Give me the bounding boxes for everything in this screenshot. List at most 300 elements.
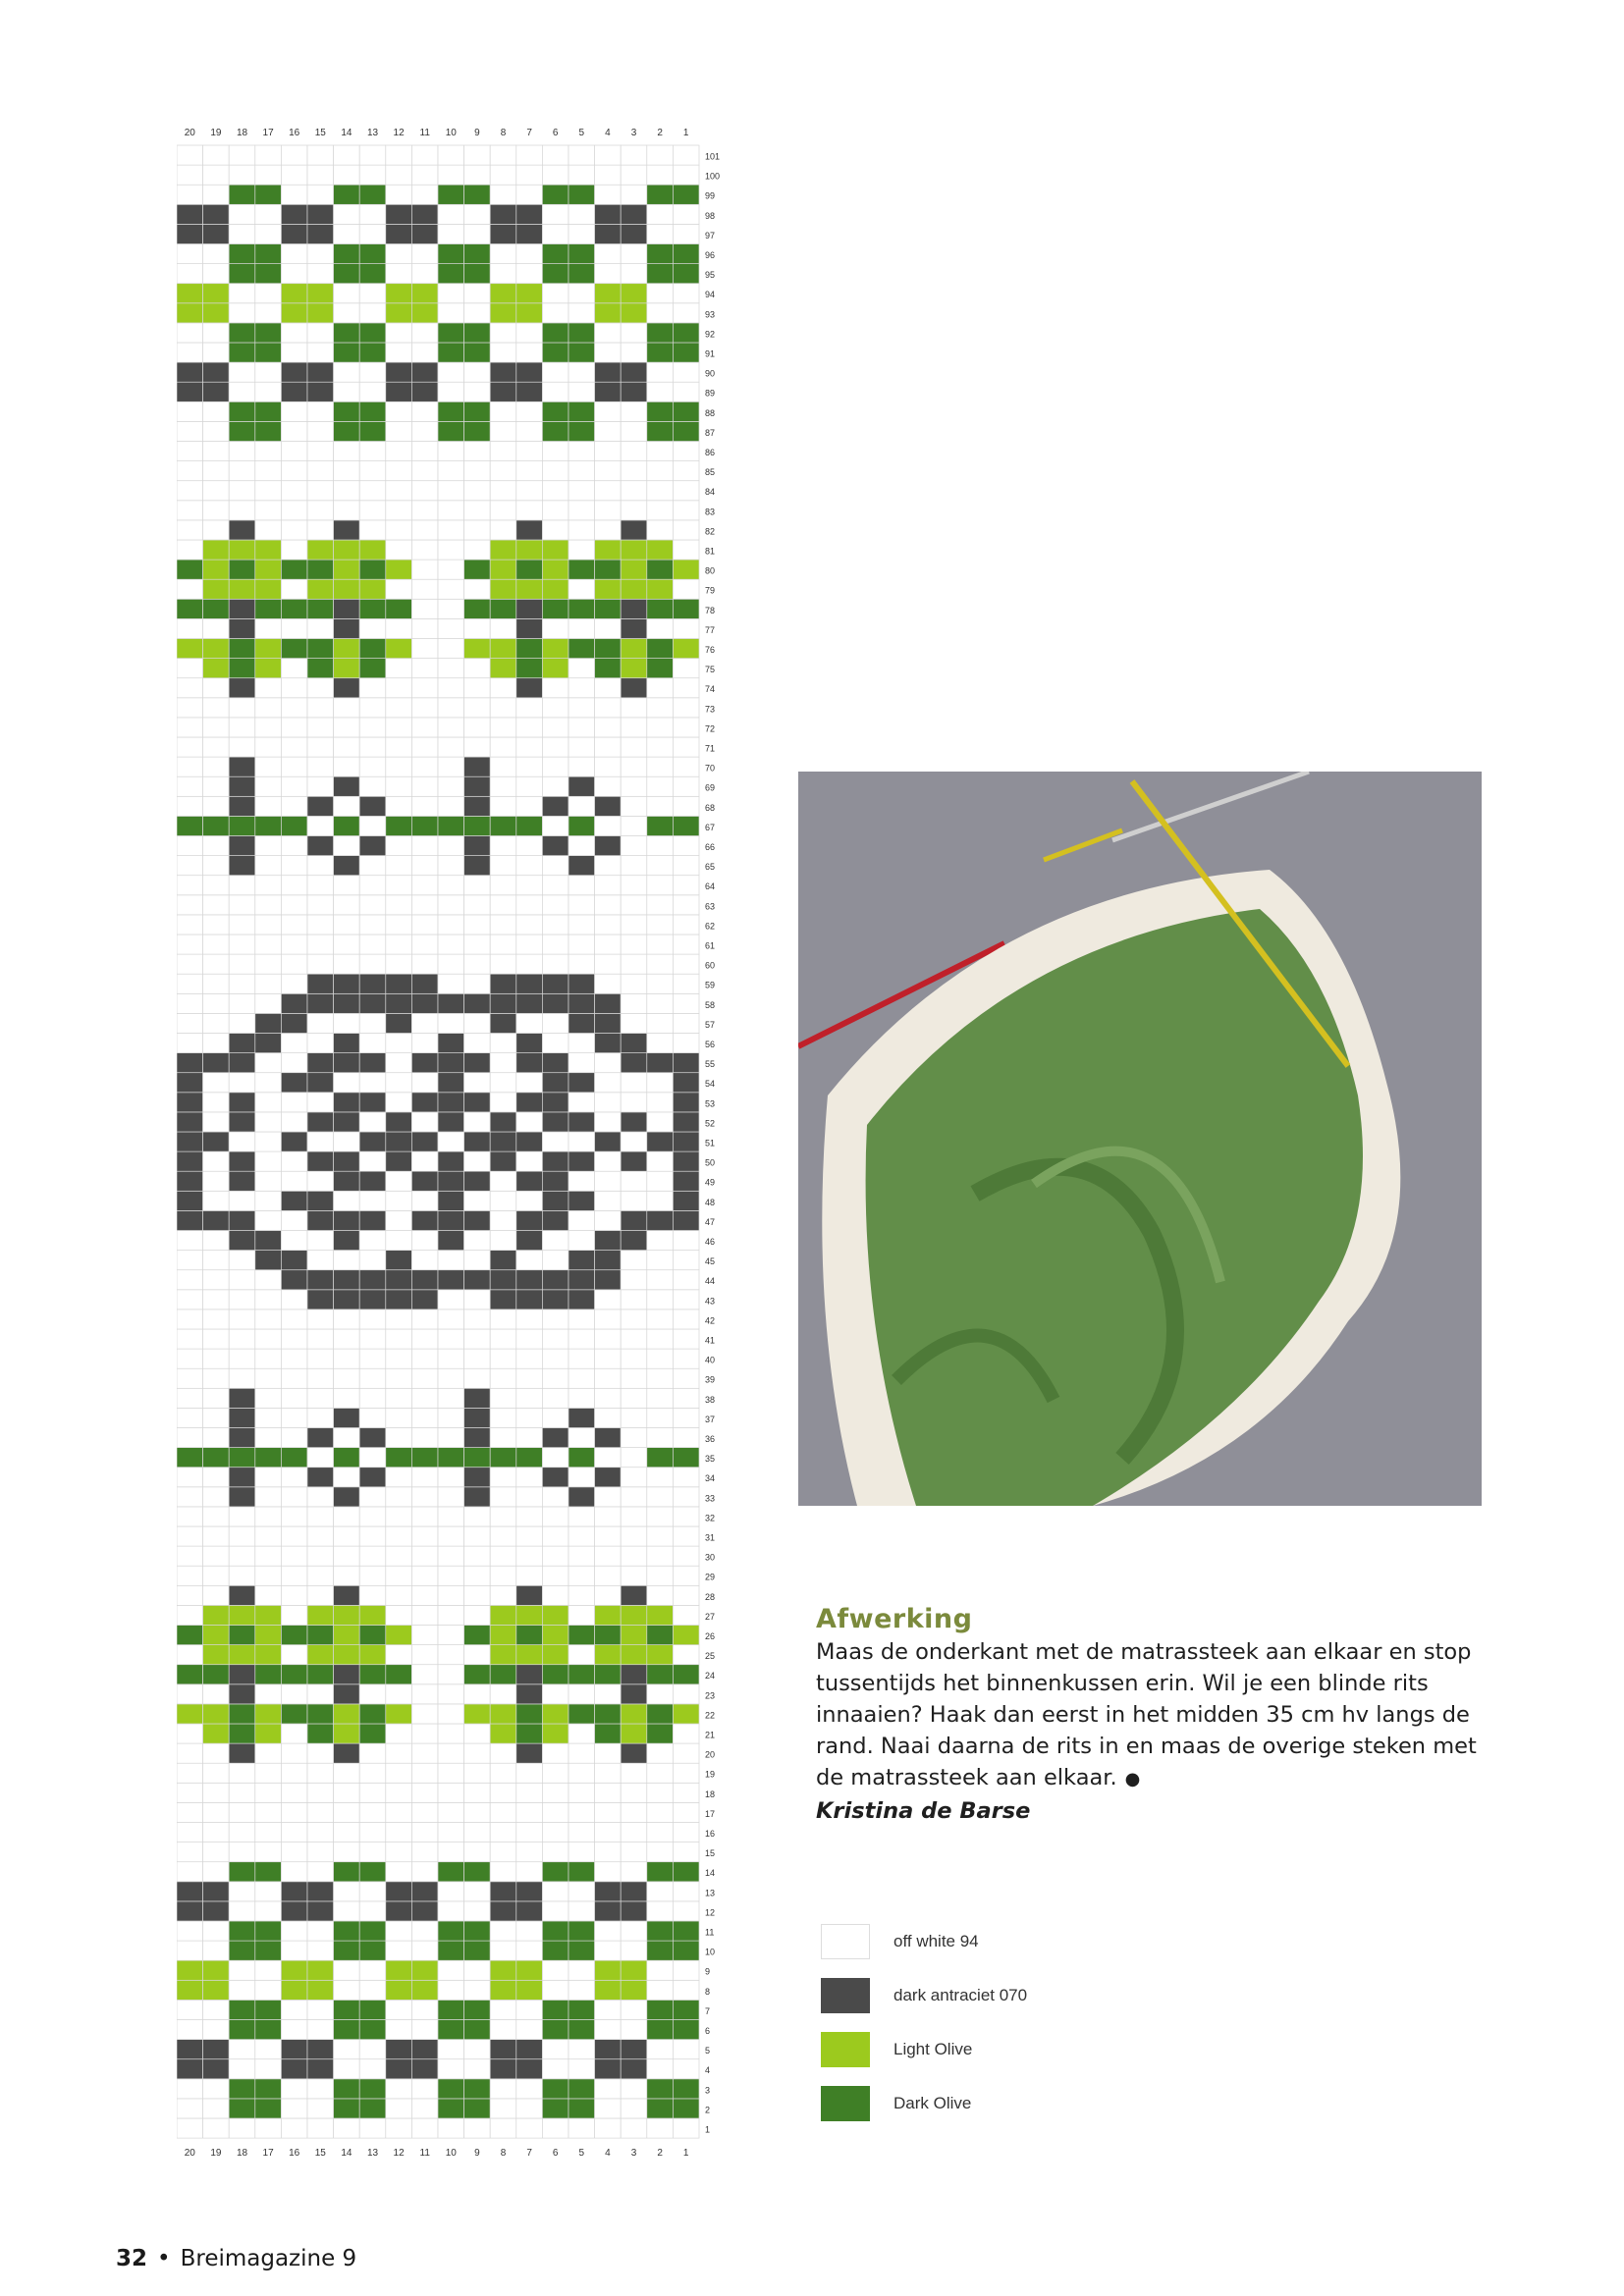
chart-cell	[542, 382, 568, 401]
chart-cell	[568, 461, 595, 481]
chart-cell	[307, 993, 334, 1013]
chart-cell	[438, 303, 464, 323]
chart-cell	[203, 1605, 230, 1625]
chart-cell	[386, 895, 412, 915]
chart-cell	[334, 895, 360, 915]
chart-cell	[568, 1941, 595, 1960]
chart-cell	[464, 579, 491, 599]
chart-cell	[411, 1309, 438, 1329]
chart-cell	[464, 1980, 491, 2000]
chart-cell	[647, 2000, 674, 2019]
chart-cell	[647, 1605, 674, 1625]
chart-cell	[255, 560, 282, 579]
chart-cell	[386, 303, 412, 323]
chart-cell	[334, 1823, 360, 1842]
chart-cell	[411, 1684, 438, 1704]
chart-cell	[334, 2040, 360, 2059]
chart-cell	[281, 1468, 307, 1487]
chart-cell	[542, 1329, 568, 1349]
chart-cell	[229, 1468, 255, 1487]
chart-cell	[177, 639, 203, 659]
chart-cell	[334, 145, 360, 165]
chart-grid	[177, 145, 699, 2138]
chart-cell	[203, 1802, 230, 1822]
chart-cell	[203, 1901, 230, 1921]
chart-cell	[490, 1388, 516, 1408]
chart-cell	[516, 1448, 543, 1468]
chart-cell	[673, 974, 699, 993]
chart-cell	[334, 1290, 360, 1309]
chart-cell	[386, 1882, 412, 1901]
chart-cell	[490, 303, 516, 323]
chart-cell	[516, 2118, 543, 2138]
chart-cell	[411, 2040, 438, 2059]
chart-cell	[568, 224, 595, 243]
chart-cell	[281, 816, 307, 835]
chart-cell	[464, 560, 491, 579]
chart-cell	[386, 1546, 412, 1566]
chart-cell	[490, 816, 516, 835]
chart-cell	[568, 1368, 595, 1388]
chart-cell	[542, 1842, 568, 1862]
chart-cell	[673, 1566, 699, 1585]
chart-cell	[177, 659, 203, 678]
chart-cell	[647, 1684, 674, 1704]
chart-cell	[334, 1743, 360, 1763]
chart-cell	[203, 1368, 230, 1388]
chart-cell	[516, 1408, 543, 1427]
chart-cell	[411, 2079, 438, 2099]
chart-cell	[568, 382, 595, 401]
chart-cell	[386, 461, 412, 481]
chart-cell	[516, 382, 543, 401]
chart-cell	[359, 1151, 386, 1171]
chart-cell	[281, 244, 307, 264]
chart-cell	[673, 1073, 699, 1093]
chart-cell	[177, 520, 203, 540]
chart-cell	[386, 343, 412, 362]
chart-cell	[516, 1034, 543, 1053]
chart-cell	[647, 1151, 674, 1171]
chart-cell	[307, 1882, 334, 1901]
chart-cell	[359, 974, 386, 993]
chart-cell	[203, 757, 230, 776]
column-label: 12	[393, 2148, 405, 2160]
chart-cell	[255, 1231, 282, 1251]
chart-cell	[203, 1309, 230, 1329]
chart-cell	[647, 1960, 674, 1980]
chart-cell	[386, 1507, 412, 1526]
row-label: 23	[705, 1690, 716, 1701]
chart-cell	[177, 1270, 203, 1290]
chart-cell	[568, 2118, 595, 2138]
row-label: 34	[705, 1473, 716, 1484]
chart-cell	[307, 1388, 334, 1408]
chart-cell	[621, 1132, 647, 1151]
row-label: 60	[705, 960, 716, 971]
chart-cell	[464, 343, 491, 362]
chart-cell	[203, 659, 230, 678]
chart-cell	[438, 1210, 464, 1230]
chart-cell	[281, 1349, 307, 1368]
chart-cell	[307, 1665, 334, 1684]
row-labels	[705, 151, 720, 2134]
chart-cell	[568, 1960, 595, 1980]
chart-cell	[595, 1684, 622, 1704]
chart-cell	[621, 284, 647, 303]
chart-cell	[203, 954, 230, 974]
chart-cell	[568, 934, 595, 954]
chart-cell	[542, 659, 568, 678]
chart-cell	[177, 185, 203, 204]
chart-cell	[177, 1093, 203, 1112]
chart-cell	[334, 244, 360, 264]
chart-cell	[359, 1191, 386, 1210]
chart-cell	[647, 737, 674, 757]
chart-cell	[255, 698, 282, 718]
chart-cell	[386, 323, 412, 343]
chart-cell	[568, 1626, 595, 1645]
chart-cell	[229, 599, 255, 618]
chart-cell	[359, 204, 386, 224]
chart-cell	[516, 1093, 543, 1112]
chart-cell	[464, 2059, 491, 2079]
chart-cell	[229, 1191, 255, 1210]
chart-cell	[411, 836, 438, 856]
chart-cell	[621, 1526, 647, 1546]
knitting-photo-icon	[798, 772, 1482, 1506]
chart-cell	[464, 1802, 491, 1822]
chart-cell	[359, 836, 386, 856]
chart-cell	[177, 1626, 203, 1645]
chart-cell	[621, 1960, 647, 1980]
column-label: 3	[630, 2148, 637, 2160]
chart-cell	[568, 836, 595, 856]
chart-cell	[673, 1270, 699, 1290]
chart-cell	[542, 954, 568, 974]
chart-cell	[281, 1507, 307, 1526]
chart-cell	[177, 1191, 203, 1210]
chart-cell	[203, 1093, 230, 1112]
chart-cell	[542, 1546, 568, 1566]
chart-cell	[411, 343, 438, 362]
chart-cell	[438, 796, 464, 816]
chart-cell	[386, 993, 412, 1013]
chart-cell	[516, 1605, 543, 1625]
chart-cell	[255, 1151, 282, 1171]
chart-cell	[673, 362, 699, 382]
chart-cell	[177, 1309, 203, 1329]
chart-cell	[281, 224, 307, 243]
chart-cell	[542, 401, 568, 421]
chart-cell	[595, 1724, 622, 1743]
chart-cell	[307, 1842, 334, 1862]
chart-cell	[542, 1210, 568, 1230]
chart-cell	[411, 796, 438, 816]
chart-cell	[438, 2099, 464, 2118]
chart-cell	[647, 836, 674, 856]
chart-cell	[568, 1290, 595, 1309]
chart-cell	[516, 224, 543, 243]
chart-cell	[516, 599, 543, 618]
chart-cell	[255, 540, 282, 560]
chart-cell	[386, 1034, 412, 1053]
chart-cell	[647, 974, 674, 993]
chart-cell	[673, 520, 699, 540]
chart-cell	[464, 1862, 491, 1882]
chart-cell	[229, 1941, 255, 1960]
row-label: 58	[705, 999, 716, 1010]
chart-cell	[411, 1349, 438, 1368]
row-label: 33	[705, 1493, 716, 1504]
chart-cell	[255, 1921, 282, 1941]
chart-cell	[621, 2059, 647, 2079]
chart-cell	[229, 560, 255, 579]
chart-cell	[621, 1941, 647, 1960]
chart-cell	[307, 1290, 334, 1309]
chart-cell	[411, 1960, 438, 1980]
chart-cell	[542, 481, 568, 501]
chart-cell	[621, 1842, 647, 1862]
chart-cell	[568, 856, 595, 876]
chart-cell	[229, 993, 255, 1013]
chart-cell	[647, 816, 674, 835]
chart-cell	[255, 1428, 282, 1448]
chart-cell	[281, 895, 307, 915]
chart-cell	[595, 1251, 622, 1270]
chart-cell	[621, 1743, 647, 1763]
chart-cell	[516, 1980, 543, 2000]
chart-cell	[307, 856, 334, 876]
chart-cell	[621, 698, 647, 718]
chart-cell	[255, 165, 282, 185]
chart-cell	[621, 1270, 647, 1290]
chart-cell	[490, 1862, 516, 1882]
chart-cell	[177, 204, 203, 224]
chart-cell	[647, 1013, 674, 1033]
chart-cell	[307, 2099, 334, 2118]
chart-cell	[359, 876, 386, 895]
chart-cell	[255, 776, 282, 796]
chart-cell	[647, 895, 674, 915]
chart-cell	[334, 1665, 360, 1684]
chart-cell	[281, 2040, 307, 2059]
chart-cell	[595, 954, 622, 974]
chart-cell	[490, 876, 516, 895]
chart-cell	[464, 1487, 491, 1507]
chart-cell	[516, 2000, 543, 2019]
chart-cell	[359, 1665, 386, 1684]
chart-cell	[464, 1171, 491, 1191]
chart-cell	[621, 2099, 647, 2118]
chart-cell	[490, 1151, 516, 1171]
chart-cell	[334, 1468, 360, 1487]
chart-cell	[307, 1921, 334, 1941]
chart-cell	[490, 1368, 516, 1388]
chart-cell	[203, 2079, 230, 2099]
chart-cell	[568, 579, 595, 599]
chart-cell	[542, 2059, 568, 2079]
chart-cell	[673, 698, 699, 718]
chart-cell	[411, 1448, 438, 1468]
chart-cell	[334, 481, 360, 501]
chart-cell	[281, 343, 307, 362]
chart-cell	[334, 1210, 360, 1230]
chart-cell	[411, 816, 438, 835]
chart-cell	[359, 856, 386, 876]
chart-cell	[516, 954, 543, 974]
chart-cell	[334, 1941, 360, 1960]
chart-cell	[673, 1704, 699, 1724]
chart-cell	[334, 2059, 360, 2079]
chart-cell	[516, 1270, 543, 1290]
chart-cell	[281, 284, 307, 303]
chart-cell	[673, 560, 699, 579]
chart-cell	[542, 796, 568, 816]
chart-cell	[255, 1960, 282, 1980]
chart-cell	[673, 876, 699, 895]
chart-cell	[464, 1665, 491, 1684]
chart-cell	[307, 1724, 334, 1743]
chart-cell	[464, 895, 491, 915]
chart-cell	[203, 1053, 230, 1073]
chart-cell	[203, 2059, 230, 2079]
chart-cell	[411, 1743, 438, 1763]
chart-cell	[568, 1171, 595, 1191]
chart-cell	[595, 1665, 622, 1684]
chart-cell	[542, 1151, 568, 1171]
column-label: 14	[341, 2148, 352, 2160]
chart-cell	[411, 1151, 438, 1171]
row-label: 59	[705, 980, 716, 990]
chart-cell	[438, 1251, 464, 1270]
chart-cell	[673, 1665, 699, 1684]
chart-cell	[255, 2099, 282, 2118]
chart-cell	[177, 1941, 203, 1960]
chart-cell	[255, 1013, 282, 1033]
chart-cell	[647, 1566, 674, 1585]
page-number: 32	[116, 2246, 148, 2271]
chart-cell	[464, 284, 491, 303]
chart-cell	[255, 2118, 282, 2138]
chart-cell	[281, 2000, 307, 2019]
chart-cell	[647, 343, 674, 362]
chart-cell	[490, 1546, 516, 1566]
chart-cell	[621, 1684, 647, 1704]
chart-cell	[647, 204, 674, 224]
chart-cell	[568, 1013, 595, 1033]
chart-cell	[281, 1251, 307, 1270]
chart-cell	[255, 934, 282, 954]
chart-cell	[281, 1546, 307, 1566]
chart-cell	[203, 1151, 230, 1171]
chart-cell	[334, 204, 360, 224]
chart-cell	[411, 1093, 438, 1112]
row-label: 63	[705, 901, 716, 912]
chart-cell	[568, 323, 595, 343]
chart-cell	[595, 618, 622, 638]
chart-cell	[203, 323, 230, 343]
chart-cell	[359, 2020, 386, 2040]
chart-cell	[359, 362, 386, 382]
chart-cell	[464, 639, 491, 659]
chart-cell	[281, 1645, 307, 1665]
legend-item	[821, 1978, 1214, 2032]
chart-cell	[359, 1368, 386, 1388]
chart-cell	[438, 1388, 464, 1408]
chart-cell	[647, 1487, 674, 1507]
row-label: 100	[705, 171, 721, 182]
chart-cell	[673, 618, 699, 638]
row-label: 56	[705, 1039, 716, 1049]
chart-cell	[229, 2059, 255, 2079]
chart-cell	[386, 856, 412, 876]
chart-cell	[438, 895, 464, 915]
chart-cell	[673, 1921, 699, 1941]
column-label: 8	[500, 128, 507, 138]
chart-cell	[281, 1270, 307, 1290]
chart-cell	[464, 1349, 491, 1368]
chart-cell	[542, 2040, 568, 2059]
legend-label: Light Olive	[893, 2040, 973, 2058]
chart-cell	[647, 718, 674, 737]
chart-cell	[177, 1132, 203, 1151]
chart-cell	[673, 1605, 699, 1625]
chart-cell	[307, 1960, 334, 1980]
chart-cell	[516, 1290, 543, 1309]
chart-cell	[203, 1645, 230, 1665]
row-label: 39	[705, 1374, 716, 1385]
chart-cell	[542, 2020, 568, 2040]
chart-cell	[673, 1132, 699, 1151]
chart-cell	[281, 836, 307, 856]
chart-cell	[673, 185, 699, 204]
chart-cell	[568, 1428, 595, 1448]
chart-cell	[386, 816, 412, 835]
chart-cell	[386, 796, 412, 816]
chart-cell	[255, 323, 282, 343]
chart-cell	[177, 1468, 203, 1487]
chart-cell	[490, 639, 516, 659]
row-label: 41	[705, 1335, 716, 1346]
chart-cell	[177, 1368, 203, 1388]
chart-cell	[647, 915, 674, 934]
chart-cell	[334, 1053, 360, 1073]
chart-cell	[621, 421, 647, 441]
chart-cell	[464, 1231, 491, 1251]
chart-cell	[673, 1151, 699, 1171]
chart-cell	[542, 1309, 568, 1329]
chart-cell	[386, 1073, 412, 1093]
chart-cell	[307, 2118, 334, 2138]
chart-cell	[438, 2000, 464, 2019]
chart-cell	[281, 876, 307, 895]
chart-cell	[621, 204, 647, 224]
row-label: 78	[705, 605, 716, 615]
chart-cell	[595, 540, 622, 560]
row-label: 97	[705, 230, 716, 240]
chart-cell	[673, 1428, 699, 1448]
chart-cell	[281, 323, 307, 343]
chart-cell	[281, 796, 307, 816]
chart-cell	[203, 1743, 230, 1763]
chart-cell	[647, 1231, 674, 1251]
chart-cell	[359, 579, 386, 599]
chart-cell	[568, 303, 595, 323]
chart-cell	[490, 1013, 516, 1033]
column-label: 16	[289, 128, 300, 138]
chart-cell	[307, 816, 334, 835]
